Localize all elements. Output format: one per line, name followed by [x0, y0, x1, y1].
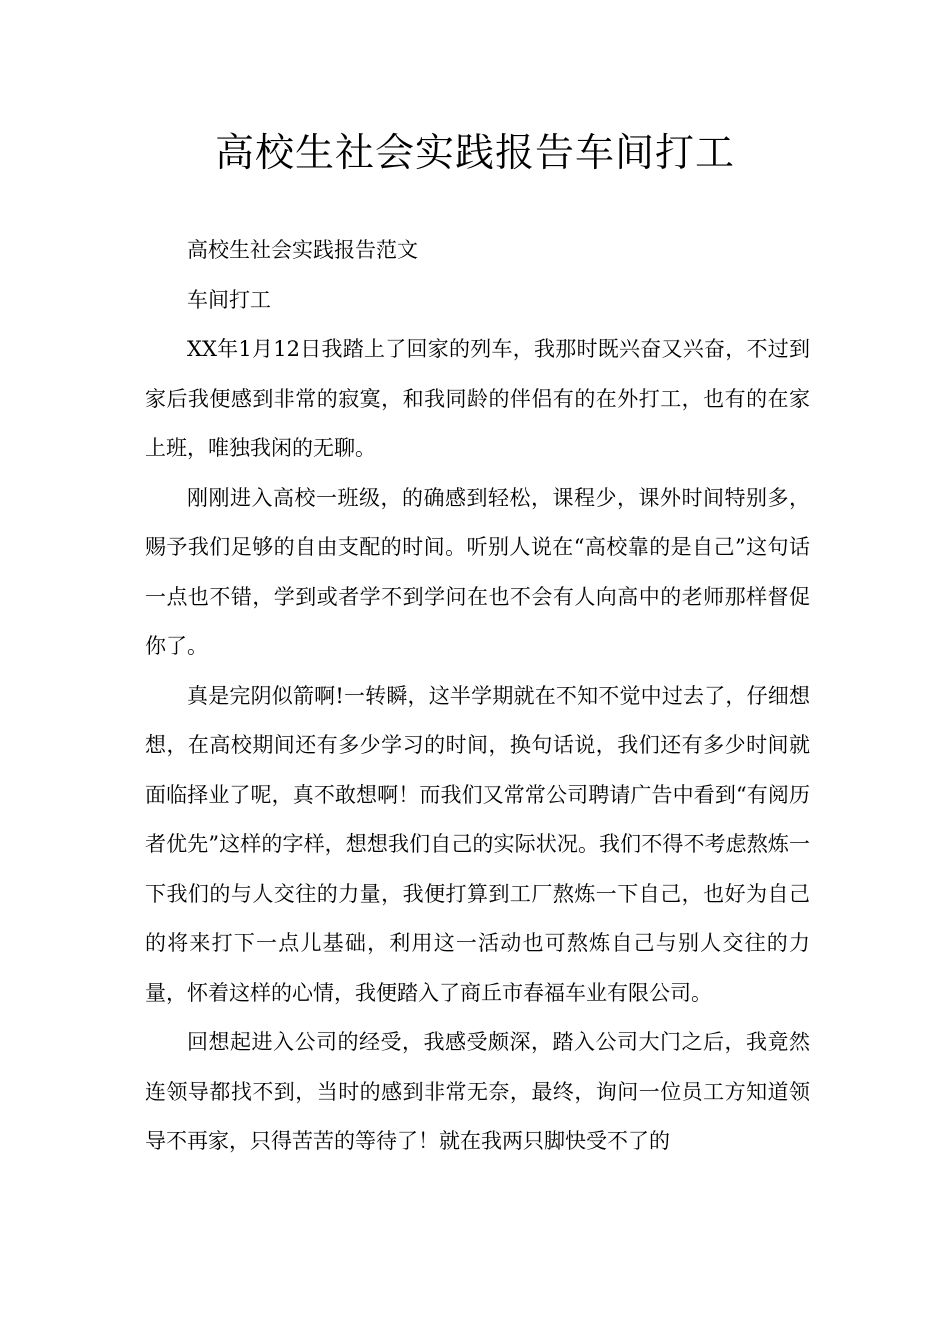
document-body — [145, 226, 810, 1167]
paragraph: XX年1月12日我踏上了回家的列车，我那时既兴奋又兴奋，不过到家后我便感到非常的寂寞，和我同龄的伴侣有的在外打工，也有的在家上班，唯独我闲的无聊。 — [145, 337, 810, 460]
paragraph: 高校生社会实践报告范文 — [187, 238, 418, 262]
paragraph: 真是完阴似箭啊!一转瞬，这半学期就在不知不觉中过去了，仔细想想，在高校期间还有多少学习的时间，换句话说，我们还有多少时间就面临择业了呢，真不敢想啊！而我们又常常公司聘请广告中看到“有阅历者优先”这样的字样，想想我们自己的实际状况。我们不得不考虑熬炼一下我们的与人交往的力量，我便打算到工厂熬炼一下自己，也好为自己的将来打下一点儿基础，利用这一活动也可熬炼自己与别人交往的力量，怀着这样的心情，我便踏入了商丘市春福车业有限公司。 — [145, 683, 810, 1005]
paragraph: 刚刚进入高校一班级，的确感到轻松，课程少，课外时间特别多，赐予我们足够的自由支配的时间。听别人说在“高校靠的是自己”这句话一点也不错，学到或者学不到学问在也不会有人向高中的老师那样督促你了。 — [145, 485, 810, 658]
paragraph: 回想起进入公司的经受，我感受颇深，踏入公司大门之后，我竟然连领导都找不到，当时的感到非常无奈，最终，询问一位员工方知道领导不再家，只得苦苦的等待了！就在我两只脚快受不了的 — [145, 1030, 810, 1153]
paragraph: 车间打工 — [187, 287, 271, 312]
document-title: 高校生社会实践报告车间打工 — [214, 131, 735, 176]
